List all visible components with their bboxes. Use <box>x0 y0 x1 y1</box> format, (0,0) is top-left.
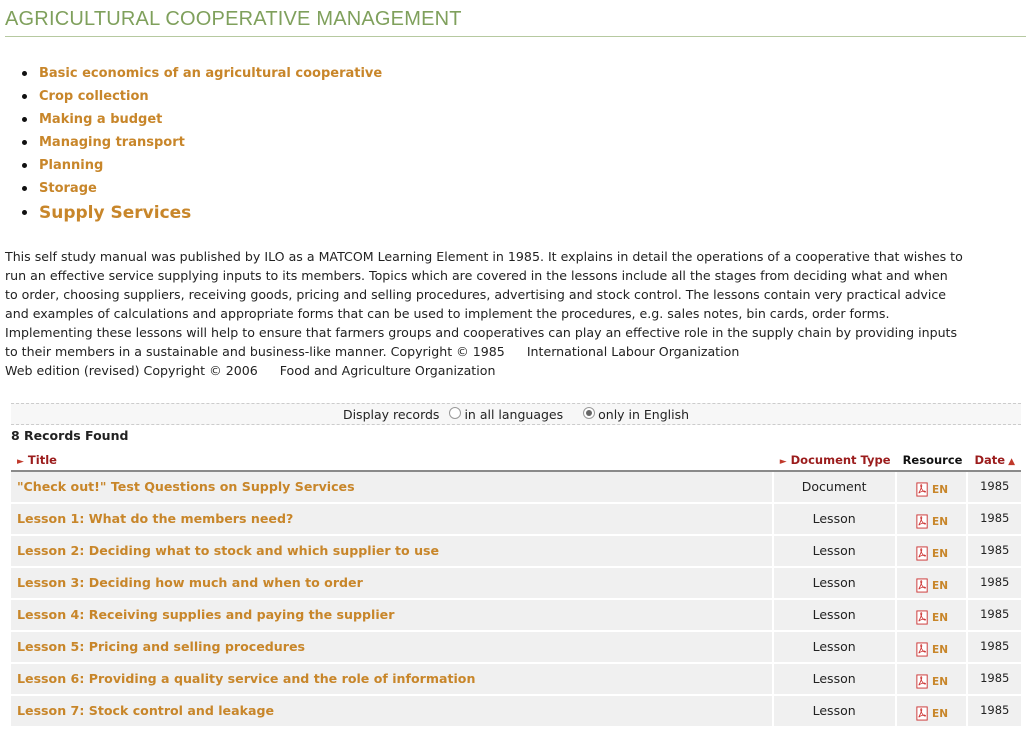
topic-label: Storage <box>39 181 97 196</box>
option-only-english-label[interactable]: only in English <box>598 406 690 422</box>
record-resource[interactable] <box>897 568 969 600</box>
radio-only-english[interactable] <box>583 407 595 419</box>
language-filter <box>11 403 1021 425</box>
sort-ascending-icon: ▲ <box>1008 457 1015 467</box>
bullet-icon <box>22 71 27 76</box>
topic-label: Basic economics of an agricultural cooperative <box>39 66 383 81</box>
topic-label: Managing transport <box>39 135 185 150</box>
record-doctype: Lesson <box>774 504 897 536</box>
resource-header <box>897 450 969 472</box>
topic-link[interactable] <box>22 108 382 131</box>
option-all-languages-label[interactable]: in all languages <box>464 406 564 422</box>
pdf-icon <box>915 514 930 529</box>
record-doctype: Lesson <box>774 568 897 600</box>
copyright-text: Web edition (revised) Copyright © 2006 <box>5 363 258 378</box>
record-title-link[interactable]: Lesson 6: Providing a quality service and the role of information <box>11 664 774 696</box>
record-date: 1985 <box>968 504 1021 536</box>
record-resource[interactable] <box>897 632 969 664</box>
description-line: Implementing these lessons will help to ensure that farmers groups and cooperatives can play an effective role in the supply chain by providing inputs <box>5 325 958 340</box>
bullet-icon <box>22 117 27 122</box>
record-date: 1985 <box>968 568 1021 600</box>
topic-link[interactable] <box>22 62 382 85</box>
copyright-line <box>5 342 1029 361</box>
sort-doctype-header[interactable] <box>774 450 897 472</box>
language-link[interactable]: EN <box>932 547 948 560</box>
header-label: Document Type <box>790 453 891 467</box>
title-divider <box>5 36 1026 37</box>
pdf-icon <box>915 578 930 593</box>
bullet-icon <box>22 140 27 145</box>
bullet-icon <box>22 163 27 168</box>
record-title-link[interactable]: Lesson 7: Stock control and leakage <box>11 696 774 728</box>
table-row <box>11 536 1021 568</box>
description-line: This self study manual was published by ILO as a MATCOM Learning Element in 1985. It explains in detail the operations of a cooperative that wishes to <box>5 249 963 264</box>
bullet-icon <box>22 94 27 99</box>
topic-link[interactable] <box>22 154 382 177</box>
record-resource[interactable] <box>897 664 969 696</box>
sort-title-header[interactable] <box>11 450 774 472</box>
record-date: 1985 <box>968 536 1021 568</box>
pdf-icon <box>915 482 930 497</box>
record-doctype: Lesson <box>774 536 897 568</box>
topic-current[interactable] <box>22 200 382 225</box>
record-title-link[interactable]: Lesson 3: Deciding how much and when to order <box>11 568 774 600</box>
language-link[interactable]: EN <box>932 515 948 528</box>
table-row <box>11 600 1021 632</box>
table-row <box>11 472 1021 504</box>
language-link[interactable]: EN <box>932 643 948 656</box>
record-title-link[interactable]: Lesson 5: Pricing and selling procedures <box>11 632 774 664</box>
sort-arrow-icon: ► <box>17 457 24 467</box>
topic-label: Planning <box>39 158 104 173</box>
description-line: and examples of calculations and appropriate forms that can be used to implement the procedures, e.g. sales notes, bin cards, order forms. <box>5 306 890 321</box>
pdf-icon <box>915 642 930 657</box>
records-table <box>11 450 1021 728</box>
description-line: to order, choosing suppliers, receiving goods, pricing and selling procedures, advertising and stock control. The lessons contain very practical advice <box>5 287 947 302</box>
table-header-row <box>11 450 1021 472</box>
sort-date-header[interactable] <box>968 450 1021 472</box>
bullet-icon <box>22 210 27 215</box>
pdf-icon <box>915 546 930 561</box>
record-doctype: Lesson <box>774 600 897 632</box>
table-row <box>11 664 1021 696</box>
topic-list <box>22 62 382 225</box>
record-title-link[interactable]: "Check out!" Test Questions on Supply Services <box>11 472 774 504</box>
header-label: Date <box>974 453 1006 467</box>
table-row <box>11 504 1021 536</box>
topic-label: Supply Services <box>39 202 192 223</box>
record-doctype: Document <box>774 472 897 504</box>
language-link[interactable]: EN <box>932 675 948 688</box>
pdf-icon <box>915 610 930 625</box>
topic-link[interactable] <box>22 131 382 154</box>
filter-label: Display records <box>342 406 440 422</box>
record-date: 1985 <box>968 472 1021 504</box>
record-doctype: Lesson <box>774 664 897 696</box>
table-row <box>11 568 1021 600</box>
record-resource[interactable] <box>897 696 969 728</box>
page-title: AGRICULTURAL COOPERATIVE MANAGEMENT <box>5 8 462 30</box>
pdf-icon <box>915 706 930 721</box>
language-link[interactable]: EN <box>932 611 948 624</box>
record-date: 1985 <box>968 696 1021 728</box>
record-date: 1985 <box>968 600 1021 632</box>
language-link[interactable]: EN <box>932 483 948 496</box>
record-date: 1985 <box>968 664 1021 696</box>
table-row <box>11 632 1021 664</box>
topic-label: Crop collection <box>39 89 149 104</box>
record-date: 1985 <box>968 632 1021 664</box>
pdf-icon <box>915 674 930 689</box>
table-row <box>11 696 1021 728</box>
copyright-org: Food and Agriculture Organization <box>279 363 496 378</box>
copyright-org: International Labour Organization <box>526 344 740 359</box>
sort-arrow-icon: ► <box>779 457 787 467</box>
record-doctype: Lesson <box>774 696 897 728</box>
record-resource[interactable] <box>897 504 969 536</box>
header-label: Resource <box>902 453 963 467</box>
radio-all-languages[interactable] <box>449 407 461 419</box>
record-resource[interactable] <box>897 536 969 568</box>
language-link[interactable]: EN <box>932 579 948 592</box>
record-resource[interactable] <box>897 600 969 632</box>
description-line: run an effective service supplying inputs to its members. Topics which are covered in the lessons include all the stages from deciding what and when <box>5 268 948 283</box>
record-resource[interactable] <box>897 472 969 504</box>
topic-link[interactable] <box>22 177 382 200</box>
copyright-line <box>5 361 1029 380</box>
records-count: 8 Records Found <box>11 428 129 443</box>
record-doctype: Lesson <box>774 632 897 664</box>
topic-label: Making a budget <box>39 112 163 127</box>
header-label: Title <box>27 453 57 467</box>
record-title-link[interactable]: Lesson 1: What do the members need? <box>11 504 774 536</box>
description <box>5 247 1029 380</box>
record-title-link[interactable]: Lesson 2: Deciding what to stock and which supplier to use <box>11 536 774 568</box>
language-link[interactable]: EN <box>932 707 948 720</box>
bullet-icon <box>22 186 27 191</box>
topic-link[interactable] <box>22 85 382 108</box>
record-title-link[interactable]: Lesson 4: Receiving supplies and paying the supplier <box>11 600 774 632</box>
copyright-text: to their members in a sustainable and business-like manner. Copyright © 1985 <box>5 344 505 359</box>
